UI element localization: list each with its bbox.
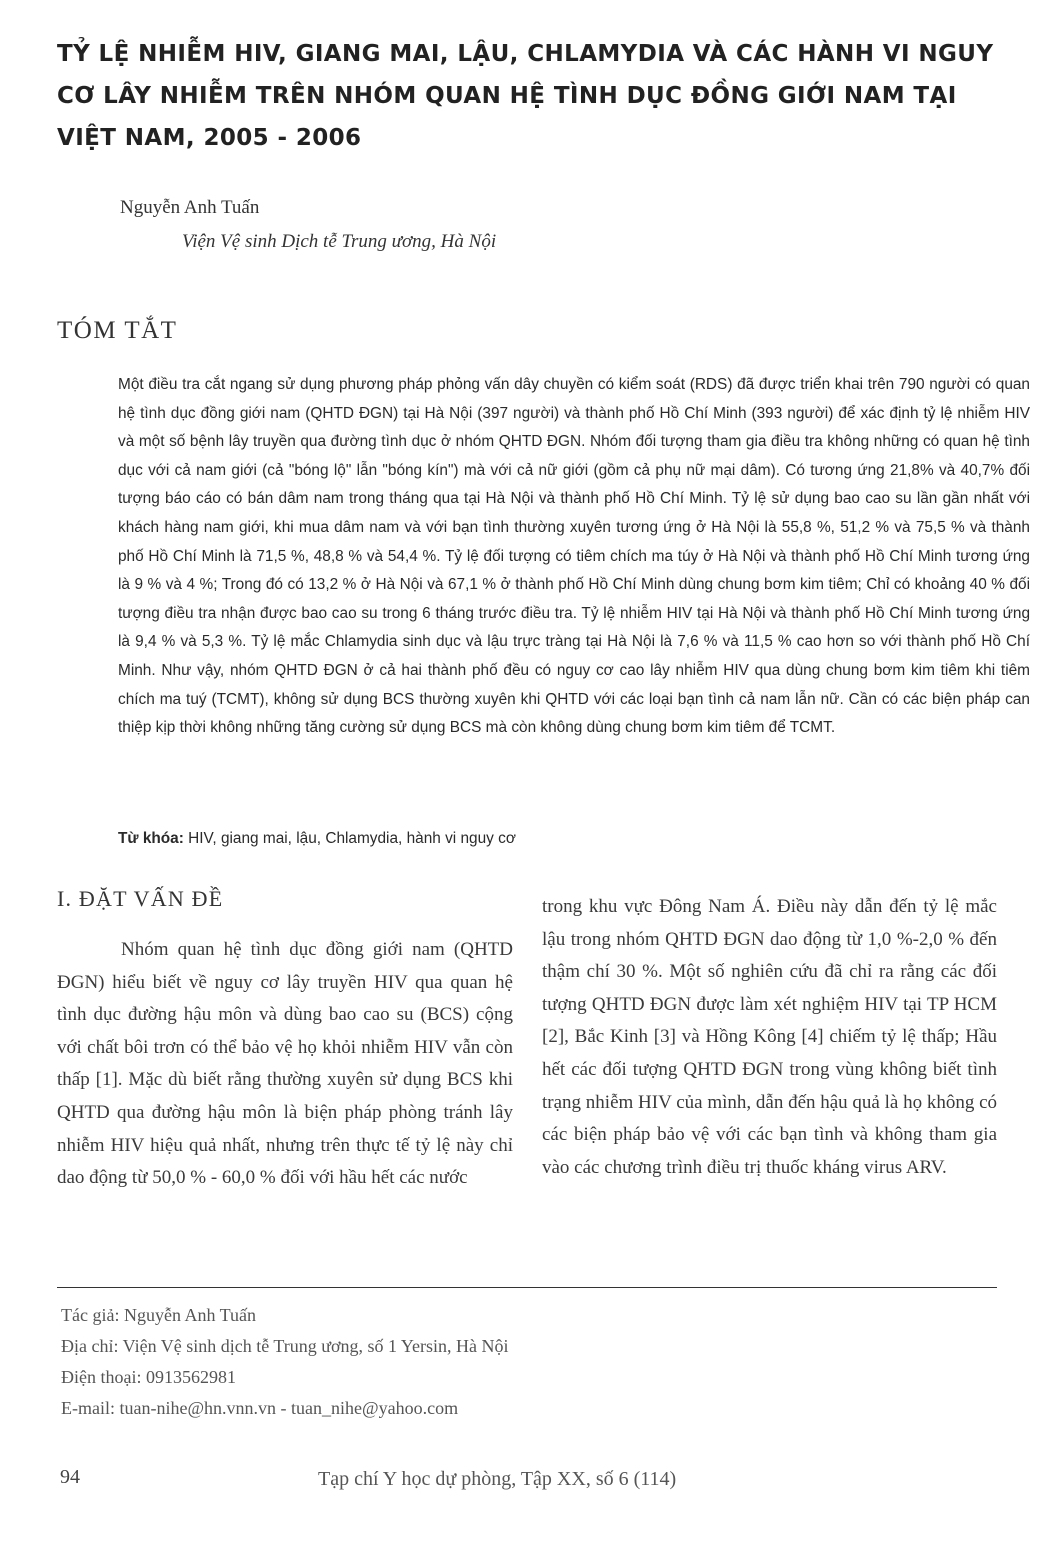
left-column	[57, 886, 513, 1195]
right-column	[542, 891, 997, 1184]
footnote-address: Địa chỉ: Viện Vệ sinh dịch tễ Trung ương, số 1 Yersin, Hà Nội	[61, 1336, 509, 1356]
section-paragraph-right: trong khu vực Đông Nam Á. Điều này dẫn đến tỷ lệ mắc lậu trong nhóm QHTD ĐGN dao động từ 1,0 %-2,0 % đến thậm chí 30 %. Một số nghiên cứu đã chỉ ra rằng các đối tượng QHTD ĐGN được làm xét nghiệm HIV tại TP HCM [2], Bắc Kinh [3] và Hồng Kông [4] chiếm tỷ lệ thấp; Hầu hết các đối tượng QHTD ĐGN trong vùng không biết tình trạng nhiễm HIV của mình, dẫn đến hậu quả là họ không có các biện pháp bảo vệ với các bạn tình và không tham gia vào các chương trình điều trị thuốc kháng virus ARV.	[542, 896, 998, 1178]
keywords-label: Từ khóa:	[118, 830, 184, 847]
keywords-list: HIV, giang mai, lậu, Chlamydia, hành vi nguy cơ	[188, 830, 516, 847]
page-number: 94	[60, 1466, 80, 1488]
footnote-email: E-mail: tuan-nihe@hn.vnn.vn - tuan_nihe@yahoo.com	[61, 1398, 459, 1418]
section-heading: I. ĐẶT VẤN ĐỀ	[57, 886, 224, 911]
footnote-phone: Điện thoại: 0913562981	[61, 1367, 236, 1387]
section-paragraph-left: Nhóm quan hệ tình dục đồng giới nam (QHTD ĐGN) hiểu biết về nguy cơ lây truyền HIV qua quan hệ tình dục đường hậu môn và dùng bao cao su (BCS) cộng với chất bôi trơn có thể bảo vệ họ khỏi nhiễm HIV vẫn còn thấp [1]. Mặc dù biết rằng thường xuyên sử dụng BCS khi QHTD qua đường hậu môn là biện pháp phòng tránh lây nhiễm HIV hiệu quả nhất, nhưng trên thực tế tỷ lệ này chỉ dao động từ 50,0 % - 60,0 % đối với hầu hết các nước	[57, 939, 513, 1189]
article-title: TỶ LỆ NHIỄM HIV, GIANG MAI, LẬU, CHLAMYDIA VÀ CÁC HÀNH VI NGUY CƠ LÂY NHIỄM TRÊN NHÓM QUAN HỆ TÌNH DỤC ĐỒNG GIỚI NAM TẠI VIỆT NAM, 2005 - 2006	[57, 41, 994, 151]
abstract-body	[118, 371, 1030, 743]
footnote-divider	[57, 1287, 997, 1288]
author-affiliation: Viện Vệ sinh Dịch tễ Trung ương, Hà Nội	[182, 231, 497, 252]
journal-name: Tạp chí Y học dự phòng, Tập XX, số 6 (114)	[318, 1468, 677, 1490]
abstract-text: Một điều tra cắt ngang sử dụng phương pháp phỏng vấn dây chuyền có kiểm soát (RDS) đã được triển khai trên 790 người có quan hệ tình dục đồng giới nam (QHTD ĐGN) tại Hà Nội (397 người) và thành phố Hồ Chí Minh (393 người) để xác định tỷ lệ nhiễm HIV và một số bệnh lây truyền qua đường tình dục ở nhóm QHTD ĐGN. Nhóm đối tượng tham gia điều tra không những có quan hệ tình dục với cả nam giới (cả "bóng lộ" lẫn "bóng kín") mà với cả nữ giới (gồm cả phụ nữ mại dâm). Có tương ứng 21,8% và 40,7% đối tượng báo cáo có bán dâm nam trong tháng qua tại Hà Nội và thành phố Hồ Chí Minh. Tỷ lệ sử dụng bao cao su lần gần nhất với khách hàng nam giới, khi mua dâm nam và với bạn tình thường xuyên tương ứng ở Hà Nội là 55,8 %, 51,2 % và 75,5 % và thành phố Hồ Chí Minh là 71,5 %, 48,8 % và 54,4 %. Tỷ lệ đối tượng có tiêm chích ma túy ở Hà Nội và thành phố Hồ Chí Minh tương ứng là 9 % và 4 %; Trong đó có 13,2 % ở Hà Nội và 67,1 % ở thành phố Hồ Chí Minh dùng chung bơm kim tiêm; Chỉ có khoảng 40 % đối tượng điều tra nhận được bao cao su trong 6 tháng trước điều tra. Tỷ lệ nhiễm HIV tại Hà Nội và thành phố Hồ Chí Minh tương ứng là 9,4 % và 5,3 %. Tỷ lệ mắc Chlamydia sinh dục và lậu trực tràng tại Hà Nội là 7,6 % và 11,5 % cao hơn so với thành phố Hồ Chí Minh. Như vậy, nhóm QHTD ĐGN ở cả hai thành phố đều có nguy cơ cao lây nhiễm HIV qua dùng chung bơm kim tiêm khi tiêm chích ma tuý (TCMT), không sử dụng BCS thường xuyên khi QHTD với các loại bạn tình cả nam lẫn nữ. Cần có các biện pháp can thiệp kịp thời không những tăng cường sử dụng BCS mà còn không dùng chung bơm kim tiêm để TCMT.	[118, 376, 1030, 737]
abstract-heading: TÓM TẮT	[57, 317, 178, 344]
keywords-line	[118, 830, 516, 848]
footnotes	[61, 1300, 509, 1424]
footnote-author: Tác giả: Nguyễn Anh Tuấn	[61, 1305, 256, 1325]
author-name: Nguyễn Anh Tuấn	[120, 197, 260, 218]
